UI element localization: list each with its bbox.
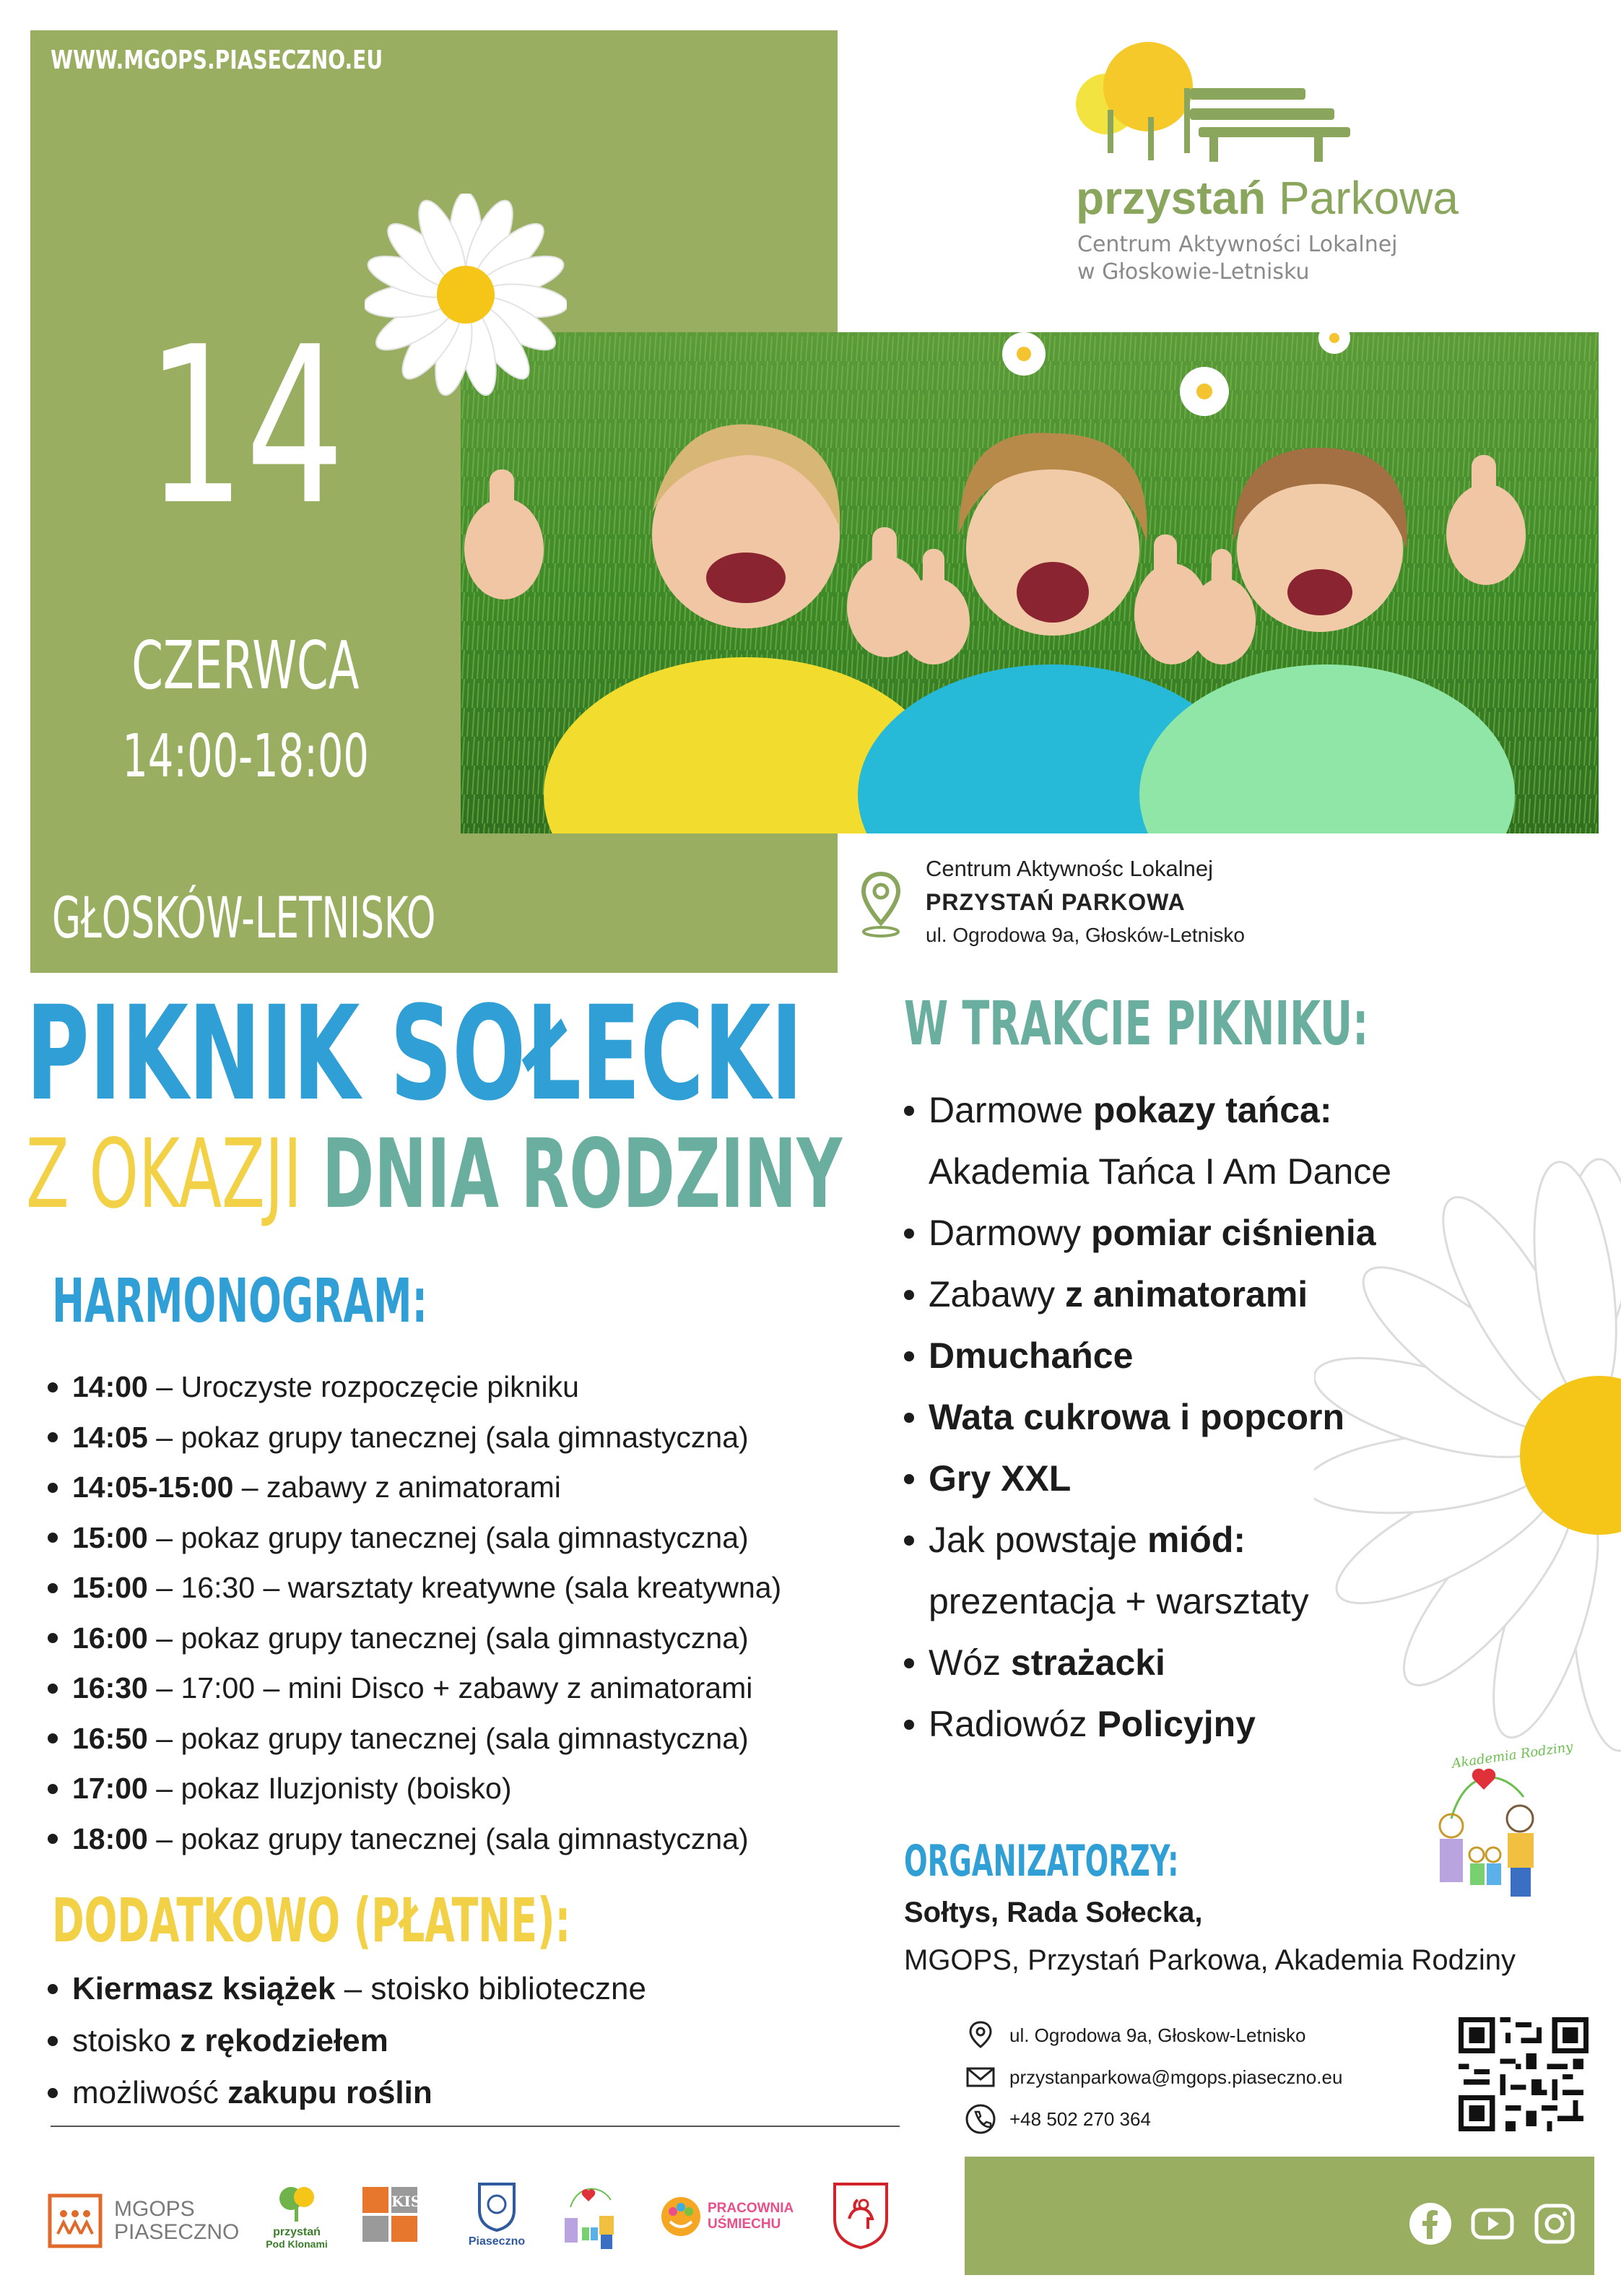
bullet-dot bbox=[48, 1382, 58, 1392]
schedule-text: – pokaz grupy tanecznej (sala gimnastyczna) bbox=[147, 1821, 749, 1855]
bullet-dot bbox=[904, 1290, 914, 1300]
during-text-bold: Wata cukrowa i popcorn bbox=[929, 1397, 1345, 1437]
kids-photo bbox=[461, 332, 1599, 833]
schedule-time: 17:00 bbox=[72, 1772, 148, 1805]
during-item bbox=[904, 1264, 1391, 1325]
during-text: Wóz bbox=[929, 1642, 1011, 1683]
during-text-bold: z animatorami bbox=[1064, 1274, 1308, 1314]
park-bench-icon bbox=[1076, 38, 1466, 168]
bullet-dot bbox=[48, 1834, 58, 1844]
during-text-bold: Gry XXL bbox=[929, 1458, 1072, 1499]
extra-text: możliwość bbox=[72, 2075, 228, 2110]
contact-address: ul. Ogrodowa 9a, Głoskow-Letnisko bbox=[1009, 2024, 1306, 2046]
during-text: Jak powstaje bbox=[929, 1520, 1147, 1560]
divider bbox=[51, 2126, 900, 2127]
schedule-item bbox=[48, 1463, 781, 1513]
schedule-time: 16:30 bbox=[72, 1671, 148, 1704]
extra-text: – stoisko biblioteczne bbox=[335, 1971, 646, 2006]
contact-phone[interactable]: +48 502 270 364 bbox=[1009, 2107, 1151, 2130]
during-list bbox=[904, 1080, 1391, 1755]
schedule-text: – pokaz grupy tanecznej (sala gimnastyczna) bbox=[147, 1520, 749, 1554]
during-text-bold: pokazy tańca: bbox=[1092, 1090, 1332, 1130]
event-time: 14:00-18:00 bbox=[122, 722, 369, 791]
bullet-dot bbox=[904, 1474, 914, 1484]
youtube-icon[interactable] bbox=[1470, 2201, 1515, 2246]
during-item bbox=[904, 1387, 1391, 1448]
pracownia-usmiechu-logo: PRACOWNIA UŚMIECHU bbox=[660, 2196, 794, 2237]
contact-email[interactable]: przystanparkowa@mgops.piaseczno.eu bbox=[1009, 2066, 1343, 2088]
extra-text-bold: z rękodziełem bbox=[180, 2023, 388, 2058]
schedule-item bbox=[48, 1613, 781, 1664]
qr-code[interactable] bbox=[1459, 2016, 1589, 2132]
akademia-rodziny-small-logo bbox=[556, 2178, 621, 2261]
schedule-time: 15:00 bbox=[72, 1571, 148, 1604]
bullet-dot bbox=[904, 1413, 914, 1423]
mail-icon bbox=[965, 2061, 996, 2093]
during-item bbox=[904, 1203, 1391, 1264]
extra-item bbox=[48, 2015, 646, 2067]
bullet-dot bbox=[48, 1533, 58, 1543]
schedule-list bbox=[48, 1362, 781, 1864]
schedule-heading: HARMONOGRAM: bbox=[52, 1265, 428, 1336]
event-month: CZERWCA bbox=[131, 627, 360, 704]
schedule-text: – pokaz grupy tanecznej (sala gimnastyczna) bbox=[147, 1721, 749, 1755]
schedule-time: 15:00 bbox=[72, 1520, 148, 1554]
schedule-item bbox=[48, 1413, 781, 1463]
during-item bbox=[904, 1632, 1391, 1694]
schedule-time: 14:00 bbox=[72, 1370, 148, 1403]
extra-text: stoisko bbox=[72, 2023, 181, 2058]
bullet-dot bbox=[904, 1535, 914, 1546]
schedule-time: 16:00 bbox=[72, 1621, 148, 1655]
location-pin-icon bbox=[965, 2019, 996, 2051]
schedule-text: – pokaz grupy tanecznej (sala gimnastyczna) bbox=[147, 1420, 749, 1454]
during-text-bold: miód: bbox=[1147, 1520, 1246, 1560]
extra-heading: DODATKOWO (PŁATNE): bbox=[52, 1885, 571, 1956]
website-link[interactable]: WWW.MGOPS.PIASECZNO.EU bbox=[51, 46, 383, 75]
mgops-logo: MGOPS PIASECZNO bbox=[48, 2188, 239, 2253]
extra-item bbox=[48, 1963, 646, 2015]
organizers-line1: Sołtys, Rada Sołecka, bbox=[904, 1897, 1203, 1928]
bullet-dot bbox=[904, 1106, 914, 1116]
during-item-continuation: Akademia Tańca I Am Dance bbox=[929, 1151, 1392, 1192]
bullet-dot bbox=[48, 1733, 58, 1743]
bullet-dot bbox=[48, 1784, 58, 1794]
schedule-time: 16:50 bbox=[72, 1721, 148, 1755]
schedule-item bbox=[48, 1814, 781, 1865]
venue-info: Centrum Aktywnośc Lokalnej PRZYSTAŃ PARKOWA ul. Ogrodowa 9a, Głosków-Letnisko bbox=[926, 856, 1245, 946]
przystan-pod-klonami-logo: przystań Pod Klonami bbox=[257, 2184, 336, 2250]
schedule-text: – 16:30 – warsztaty kreatywne (sala kreatywna) bbox=[147, 1571, 782, 1604]
during-text: Darmowy bbox=[929, 1213, 1092, 1253]
during-text: Zabawy bbox=[929, 1274, 1065, 1314]
schedule-item bbox=[48, 1714, 781, 1764]
during-text-bold: pomiar ciśnienia bbox=[1091, 1213, 1376, 1253]
bullet-dot bbox=[48, 1633, 58, 1643]
schedule-text: – zabawy z animatorami bbox=[233, 1470, 561, 1504]
during-text-bold: Policyjny bbox=[1097, 1704, 1256, 1744]
extra-text-bold: Kiermasz książek bbox=[72, 1971, 336, 2006]
bullet-dot bbox=[48, 2088, 58, 2098]
instagram-icon[interactable] bbox=[1532, 2201, 1577, 2246]
contact-block bbox=[965, 2015, 1441, 2139]
event-place: GŁOSKÓW-LETNISKO bbox=[52, 886, 436, 951]
gmina-coat-of-arms-icon bbox=[830, 2181, 891, 2250]
schedule-time: 14:05 bbox=[72, 1420, 148, 1454]
extra-item bbox=[48, 2067, 646, 2119]
facebook-icon[interactable] bbox=[1408, 2201, 1453, 2246]
piaseczno-logo: Piaseczno bbox=[461, 2181, 533, 2248]
during-heading: W TRAKCIE PIKNIKU: bbox=[904, 988, 1369, 1059]
during-item bbox=[904, 1509, 1391, 1571]
schedule-time: 18:00 bbox=[72, 1821, 148, 1855]
przystan-parkowa-logo: przystań Parkowa Centrum Aktywności Lokalnej w Głoskowie-Letnisku bbox=[1076, 38, 1524, 283]
schedule-text: – 17:00 – mini Disco + zabawy z animatorami bbox=[147, 1671, 753, 1704]
during-item bbox=[904, 1448, 1391, 1509]
schedule-text: – Uroczyste rozpoczęcie pikniku bbox=[147, 1370, 579, 1403]
organizers-line2: MGOPS, Przystań Parkowa, Akademia Rodziny bbox=[904, 1944, 1516, 1976]
mgops-icon bbox=[48, 2193, 103, 2248]
during-text-bold: Dmuchańce bbox=[929, 1335, 1134, 1376]
during-item bbox=[904, 1325, 1391, 1387]
bullet-dot bbox=[904, 1720, 914, 1730]
during-text: Radiowóz bbox=[929, 1704, 1098, 1744]
schedule-text: – pokaz Iluzjonisty (boisko) bbox=[147, 1772, 512, 1805]
extra-text-bold: zakupu roślin bbox=[227, 2075, 433, 2110]
bullet-dot bbox=[904, 1658, 914, 1668]
schedule-text: – pokaz grupy tanecznej (sala gimnastyczna) bbox=[147, 1621, 749, 1655]
during-text-bold: strażacki bbox=[1010, 1642, 1165, 1683]
location-pin-icon bbox=[861, 871, 901, 937]
extra-list bbox=[48, 1963, 646, 2119]
event-title: PIKNIK SOŁECKI bbox=[26, 979, 803, 1130]
bullet-dot bbox=[904, 1229, 914, 1239]
kis-logo: KIS bbox=[362, 2187, 420, 2256]
bullet-dot bbox=[48, 1583, 58, 1593]
bullet-dot bbox=[48, 1483, 58, 1493]
event-day: 14 bbox=[146, 300, 345, 553]
schedule-time: 14:05-15:00 bbox=[72, 1470, 234, 1504]
schedule-item bbox=[48, 1362, 781, 1413]
schedule-item bbox=[48, 1764, 781, 1814]
organizers-heading: ORGANIZATORZY: bbox=[904, 1836, 1179, 1886]
bullet-dot bbox=[904, 1351, 914, 1361]
bullet-dot bbox=[48, 1984, 58, 1994]
bullet-dot bbox=[48, 2036, 58, 2046]
phone-icon bbox=[965, 2103, 996, 2135]
during-item bbox=[904, 1694, 1391, 1755]
schedule-item bbox=[48, 1663, 781, 1714]
during-item-continuation: prezentacja + warsztaty bbox=[929, 1581, 1309, 1621]
during-item bbox=[904, 1080, 1391, 1141]
schedule-item bbox=[48, 1563, 781, 1613]
during-text: Darmowe bbox=[929, 1090, 1093, 1130]
bullet-dot bbox=[48, 1432, 58, 1442]
schedule-item bbox=[48, 1513, 781, 1564]
akademia-rodziny-logo: Akademia Rodziny bbox=[1422, 1746, 1545, 1912]
event-subtitle: Z OKAZJI DNIA RODZINY bbox=[26, 1119, 843, 1230]
bullet-dot bbox=[48, 1684, 58, 1694]
